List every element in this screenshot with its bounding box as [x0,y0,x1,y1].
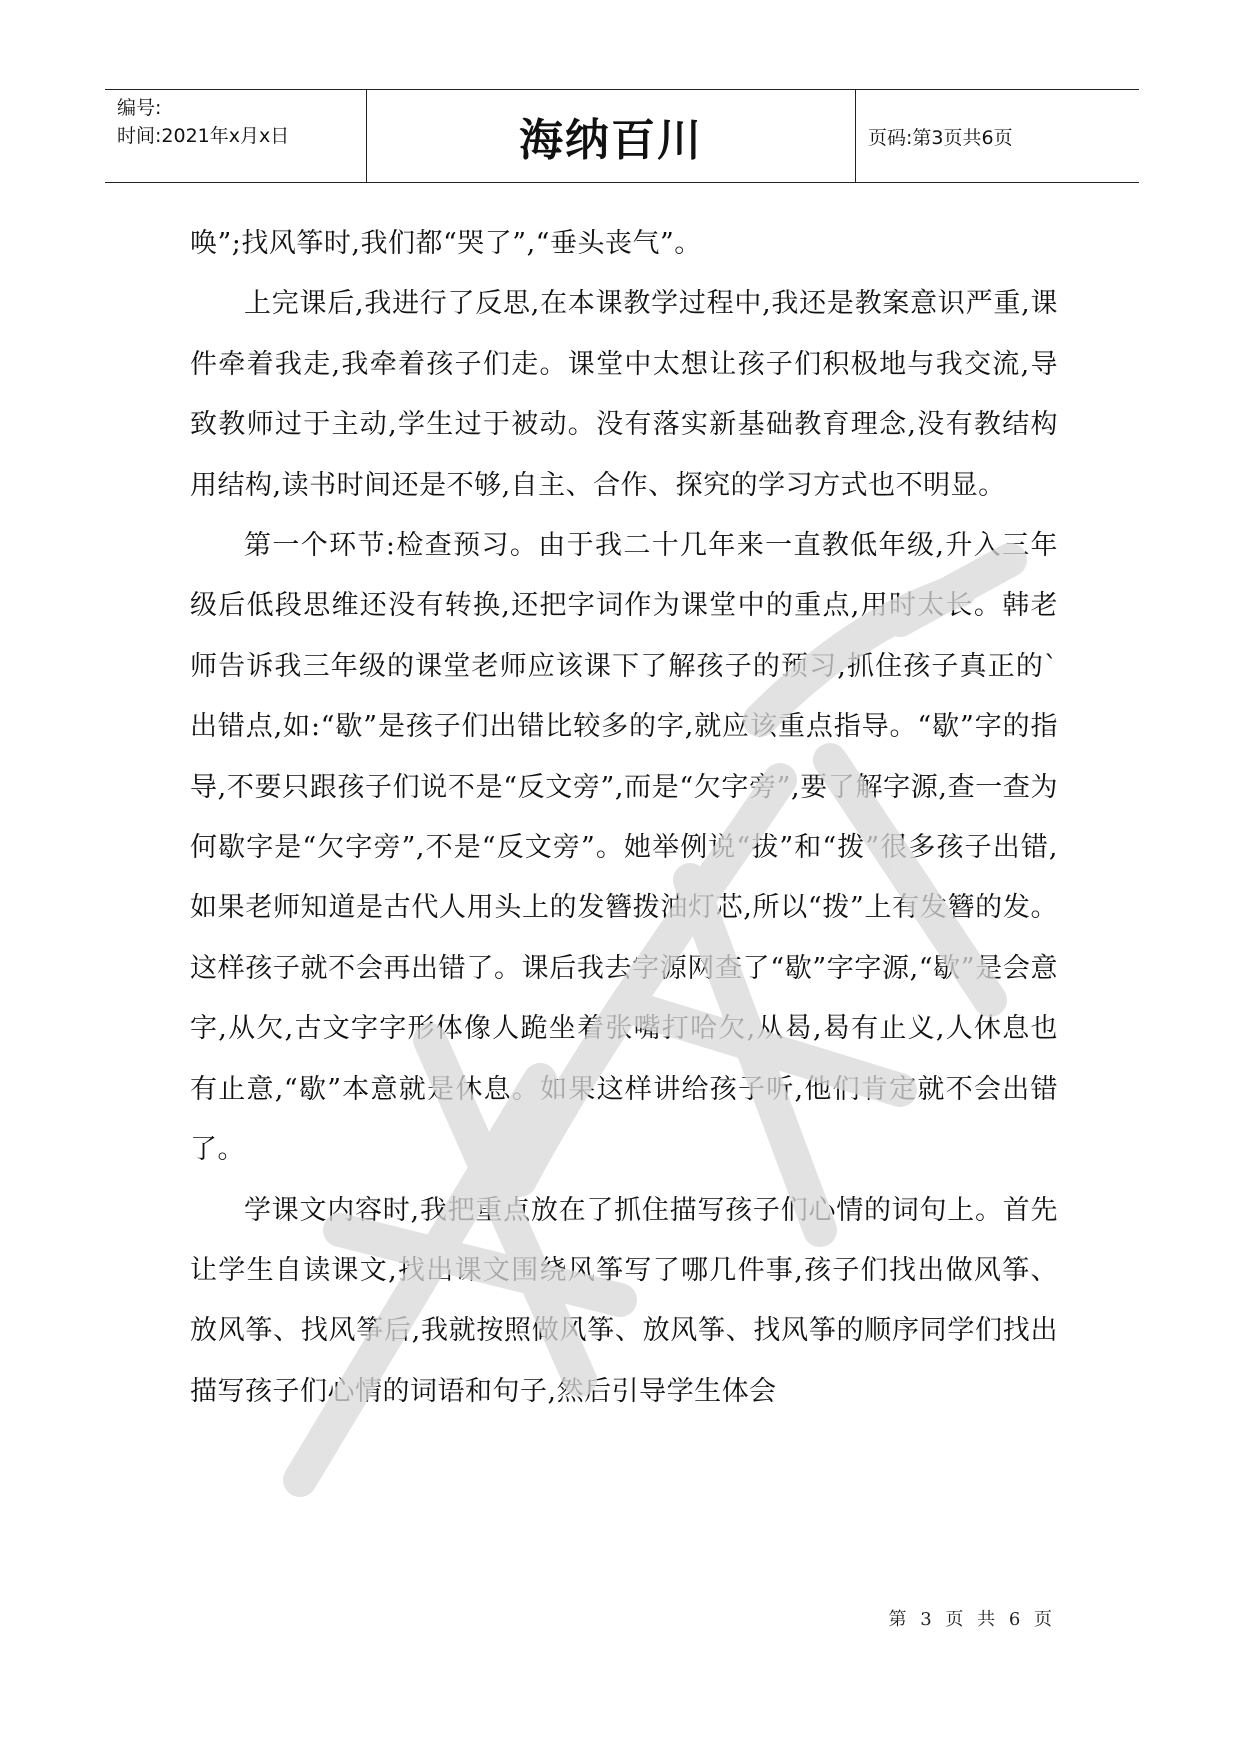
paragraph-first-step: 第一个环节:检查预习。由于我二十几年来一直教低年级,升入三年级后低段思维还没有转换,还把字词作为课堂中的重点,用时太长。韩老师告诉我三年级的课堂老师应该课下了解孩子的预习,抓住孩子真正的`出错点,如:“歇”是孩子们出错比较多的字,就应该重点指导。“歇”字的指导,不要只跟孩子们说不是“反文旁”,而是“欠字旁”,要了解字源,查一查为何歇字是“欠字旁”,不是“反文旁”。她举例说“拔”和“拨”很多孩子出错,如果老师知道是古代人用头上的发簪拨油灯芯,所以“拨”上有发簪的发。这样孩子就不会再出错了。课后我去字源网查了“歇”字字源,“歇”是会意字,从欠,古文字字形体像人跪坐着张嘴打哈欠,从曷,曷有止义,人休息也有止意,“歇”本意就是休息。如果这样讲给孩子听,他们肯定就不会出错了。 [190,530,1058,1166]
paragraph-reflection: 上完课后,我进行了反思,在本课教学过程中,我还是教案意识严重,课件牵着我走,我牵着孩子们走。课堂中太想让孩子们积极地与我交流,导致教师过于主动,学生过于被动。没有落实新基础教育理念,没有教结构用结构,读书时间还是不够,自主、合作、探究的学习方式也不明显。 [190,288,1058,501]
page-footer: 第 3 页 共 6 页 [888,1609,1056,1630]
document-header [105,89,1139,183]
serial-label: 编号: [117,97,162,119]
document-body [190,214,1058,1422]
header-title [367,90,856,182]
paragraph-text-content: 学课文内容时,我把重点放在了抓住描写孩子们心情的词句上。首先让学生自读课文,找出课文围绕风筝写了哪几件事,孩子们找出做风筝、放风筝、找风筝后,我就按照做风筝、放风筝、找风筝的顺序同学们找出描写孩子们心情的词语和句子,然后引导学生体会 [190,1194,1058,1407]
time-label: 时间:2021年x月x日 [117,125,290,147]
header-meta [105,90,367,182]
header-page-code [856,90,1139,182]
paragraph-continued: 唤”;找风筝时,我们都“哭了”,“垂头丧气”。 [190,228,702,259]
page-code-label: 页码:第3页共6页 [868,126,1013,149]
company-name: 海纳百川 [519,115,703,166]
